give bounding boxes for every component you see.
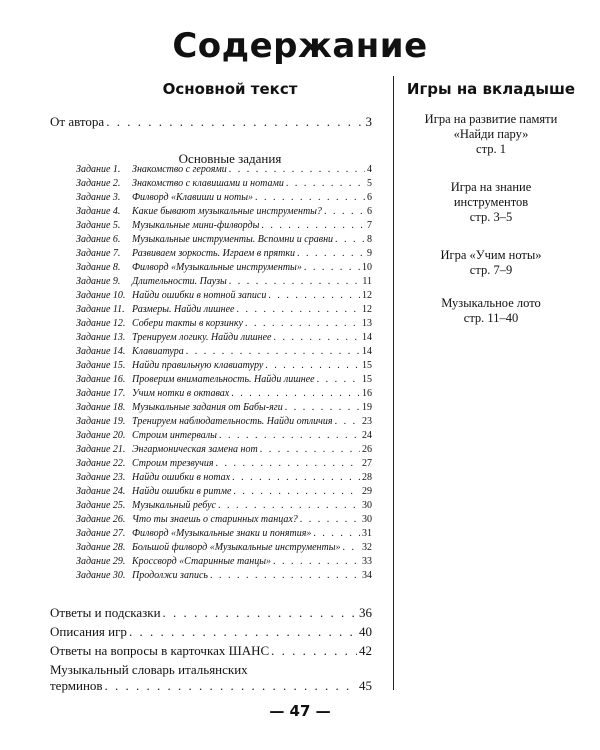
task-number: Задание 11. <box>76 304 125 315</box>
task-title: Какие бывают музыкальные инструменты? <box>132 206 322 217</box>
leader-dots <box>274 332 361 343</box>
task-page: 30 <box>362 514 372 525</box>
task-page: 13 <box>362 318 372 329</box>
task-title: Строим интервалы <box>132 430 217 441</box>
task-title: Филворд «Клавиши и ноты» <box>132 192 254 203</box>
leader-dots <box>335 416 360 427</box>
leader-dots <box>304 262 360 273</box>
task-page: 30 <box>362 500 372 511</box>
task-number: Задание 17. <box>76 388 126 399</box>
task-title: Музыкальный ребус <box>132 500 216 511</box>
toc-entry-label: Музыкальный словарь итальянских <box>50 662 248 677</box>
leader-dots <box>268 290 360 301</box>
game-entry[interactable] <box>398 180 584 225</box>
task-row[interactable] <box>76 360 372 374</box>
task-row[interactable] <box>76 444 372 458</box>
toc-entry-chance-answers[interactable] <box>50 643 372 659</box>
leader-dots <box>210 570 360 581</box>
task-row[interactable] <box>76 374 372 388</box>
leader-dots <box>285 402 360 413</box>
task-page: 15 <box>362 374 372 385</box>
task-title: Продолжи запись <box>132 570 208 581</box>
task-row[interactable] <box>76 206 372 220</box>
leader-dots <box>286 178 365 189</box>
leader-dots <box>261 220 365 231</box>
task-number: Задание 2. <box>76 178 121 189</box>
main-text-heading: Основной текст <box>162 80 298 98</box>
leader-dots <box>237 304 361 315</box>
leader-dots <box>231 388 360 399</box>
task-row[interactable] <box>76 178 372 192</box>
task-row[interactable] <box>76 332 372 346</box>
leader-dots <box>265 360 360 371</box>
task-page: 34 <box>362 570 372 581</box>
task-page: 27 <box>362 458 372 469</box>
toc-entry-label: От автора <box>50 114 105 129</box>
task-title: Найди ошибки в нотах <box>132 472 231 483</box>
task-page: 4 <box>367 164 372 175</box>
task-title: Филворд «Музыкальные инструменты» <box>132 262 302 273</box>
task-row[interactable] <box>76 528 372 542</box>
task-title: Клавиатура <box>132 346 184 357</box>
task-number: Задание 22. <box>76 458 126 469</box>
task-number: Задание 4. <box>76 206 121 217</box>
task-number: Задание 3. <box>76 192 121 203</box>
task-number: Задание 19. <box>76 416 126 427</box>
task-title: Проверим внимательность. Найди лишнее <box>132 374 315 385</box>
game-entry[interactable] <box>398 296 584 326</box>
game-title: Музыкальное лото <box>441 296 541 310</box>
task-row[interactable] <box>76 472 372 486</box>
page-title: Содержание <box>172 26 428 66</box>
toc-entry-page: 36 <box>359 605 372 620</box>
task-row[interactable] <box>76 192 372 206</box>
task-page: 26 <box>362 444 372 455</box>
toc-entry-page: 3 <box>365 114 372 129</box>
task-page: 33 <box>362 556 372 567</box>
task-title: Длительности. Паузы <box>132 276 227 287</box>
game-page: стр. 11–40 <box>463 311 519 325</box>
task-number: Задание 9. <box>76 276 121 287</box>
task-number: Задание 15. <box>76 360 126 371</box>
task-page: 11 <box>362 276 372 287</box>
task-number: Задание 29. <box>76 556 126 567</box>
task-title: Что ты знаешь о старинных танцах? <box>132 514 298 525</box>
task-page: 6 <box>367 206 372 217</box>
task-title: Музыкальные мини-филворды <box>132 220 260 231</box>
task-number: Задание 24. <box>76 486 126 497</box>
task-number: Задание 12. <box>76 318 126 329</box>
task-page: 32 <box>362 542 372 553</box>
leader-dots <box>186 346 360 357</box>
game-title: Игра на развитие памяти «Найди пару» <box>424 112 558 141</box>
leader-dots <box>229 164 365 175</box>
toc-entry-dictionary[interactable] <box>50 678 372 694</box>
leader-dots <box>129 624 357 640</box>
game-page: стр. 1 <box>476 142 506 156</box>
task-title: Филворд «Музыкальные знаки и понятия» <box>132 528 312 539</box>
task-row[interactable] <box>76 304 372 318</box>
task-page: 29 <box>362 486 372 497</box>
leader-dots <box>216 458 360 469</box>
task-title: Учим нотки в октавах <box>132 388 230 399</box>
task-row[interactable] <box>76 430 372 444</box>
task-number: Задание 13. <box>76 332 126 343</box>
task-row[interactable] <box>76 514 372 528</box>
leader-dots <box>342 542 360 553</box>
task-title: Тренируем наблюдательность. Найди отличия <box>132 416 333 427</box>
leader-dots <box>219 430 360 441</box>
leader-dots <box>317 374 360 385</box>
page-number: — 47 — <box>269 702 331 720</box>
column-divider <box>393 76 394 690</box>
toc-entry-label: Ответы на вопросы в карточках ШАНС <box>50 643 270 658</box>
leader-dots <box>106 114 363 130</box>
toc-entry-author[interactable] <box>50 114 372 130</box>
task-row[interactable] <box>76 276 372 290</box>
leader-dots <box>273 556 360 567</box>
task-page: 5 <box>367 178 372 189</box>
task-number: Задание 8. <box>76 262 121 273</box>
task-page: 23 <box>362 416 372 427</box>
task-page: 12 <box>362 290 372 301</box>
task-row[interactable] <box>76 556 372 570</box>
toc-entry-page: 45 <box>359 678 372 693</box>
task-row[interactable] <box>76 416 372 430</box>
task-row[interactable] <box>76 346 372 360</box>
task-title: Знакомство с клавишами и нотами <box>132 178 284 189</box>
task-number: Задание 20. <box>76 430 126 441</box>
task-title: Собери такты в корзинку <box>132 318 243 329</box>
leader-dots <box>297 248 365 259</box>
task-title: Строим трезвучия <box>132 458 214 469</box>
task-row[interactable] <box>76 318 372 332</box>
toc-entry-dictionary-line1[interactable] <box>50 662 372 678</box>
toc-entry-page: 42 <box>359 643 372 658</box>
task-number: Задание 14. <box>76 346 126 357</box>
task-title: Развиваем зоркость. Играем в прятки <box>132 248 296 259</box>
game-entry[interactable] <box>398 248 584 278</box>
tasks-heading: Основные задания <box>178 151 282 166</box>
task-row[interactable] <box>76 164 372 178</box>
games-heading: Игры на вкладыше <box>406 80 576 98</box>
task-title: Знакомство с героями <box>132 164 227 175</box>
game-title: Игра на знание инструментов <box>450 180 532 209</box>
task-title: Найди правильную клавиатуру <box>132 360 264 371</box>
task-title: Большой филворд «Музыкальные инструменты» <box>132 542 341 553</box>
task-row[interactable] <box>76 388 372 402</box>
task-number: Задание 27. <box>76 528 126 539</box>
game-title: Игра «Учим ноты» <box>440 248 542 262</box>
task-row[interactable] <box>76 248 372 262</box>
leader-dots <box>335 234 365 245</box>
task-row[interactable] <box>76 262 372 276</box>
toc-entry-page: 40 <box>359 624 372 639</box>
task-title: Кроссворд «Старинные танцы» <box>132 556 272 567</box>
task-row[interactable] <box>76 500 372 514</box>
task-page: 19 <box>362 402 372 413</box>
game-entry[interactable] <box>398 112 584 157</box>
leader-dots <box>271 643 357 659</box>
leader-dots <box>245 318 360 329</box>
task-page: 9 <box>367 248 372 259</box>
task-number: Задание 7. <box>76 248 121 259</box>
task-number: Задание 10. <box>76 290 126 301</box>
task-number: Задание 5. <box>76 220 121 231</box>
task-title: Музыкальные инструменты. Вспомни и сравни <box>132 234 334 245</box>
leader-dots <box>233 486 360 497</box>
leader-dots <box>313 528 360 539</box>
toc-entry-label: терминов <box>50 678 103 693</box>
task-number: Задание 21. <box>76 444 126 455</box>
task-page: 10 <box>362 262 372 273</box>
game-page: стр. 7–9 <box>469 263 513 277</box>
task-row[interactable] <box>76 458 372 472</box>
task-row[interactable] <box>76 220 372 234</box>
leader-dots <box>232 472 360 483</box>
leader-dots <box>218 500 360 511</box>
task-number: Задание 6. <box>76 234 121 245</box>
task-title: Найди ошибки в ритме <box>132 486 232 497</box>
leader-dots <box>229 276 361 287</box>
leader-dots <box>324 206 365 217</box>
task-title: Тренируем логику. Найди лишнее <box>132 332 272 343</box>
task-page: 7 <box>367 220 372 231</box>
task-title: Энгармоническая замена нот <box>132 444 258 455</box>
task-row[interactable] <box>76 570 372 584</box>
leader-dots <box>163 605 357 621</box>
task-number: Задание 16. <box>76 374 126 385</box>
task-number: Задание 18. <box>76 402 126 413</box>
task-page: 14 <box>362 346 372 357</box>
game-page: стр. 3–5 <box>469 210 513 224</box>
task-number: Задание 30. <box>76 570 126 581</box>
task-number: Задание 1. <box>76 164 121 175</box>
leader-dots <box>260 444 360 455</box>
task-number: Задание 25. <box>76 500 126 511</box>
task-page: 12 <box>362 304 372 315</box>
task-row[interactable] <box>76 542 372 556</box>
task-page: 6 <box>367 192 372 203</box>
task-title: Размеры. Найди лишнее <box>132 304 235 315</box>
task-page: 15 <box>362 360 372 371</box>
toc-entry-game-descriptions[interactable] <box>50 624 372 640</box>
task-title: Найди ошибки в нотной записи <box>132 290 267 301</box>
task-page: 31 <box>362 528 372 539</box>
task-page: 28 <box>362 472 372 483</box>
task-page: 16 <box>362 388 372 399</box>
task-page: 14 <box>362 332 372 343</box>
leader-dots <box>300 514 360 525</box>
task-title: Музыкальные задания от Бабы-яги <box>132 402 283 413</box>
task-number: Задание 23. <box>76 472 126 483</box>
leader-dots <box>105 678 357 694</box>
toc-entry-label: Описания игр <box>50 624 127 639</box>
task-row[interactable] <box>76 234 372 248</box>
task-row[interactable] <box>76 486 372 500</box>
task-row[interactable] <box>76 402 372 416</box>
task-page: 24 <box>362 430 372 441</box>
toc-entry-label: Ответы и подсказки <box>50 605 161 620</box>
task-page: 8 <box>367 234 372 245</box>
task-row[interactable] <box>76 290 372 304</box>
task-number: Задание 28. <box>76 542 126 553</box>
leader-dots <box>255 192 365 203</box>
toc-entry-answers[interactable] <box>50 605 372 621</box>
task-number: Задание 26. <box>76 514 126 525</box>
